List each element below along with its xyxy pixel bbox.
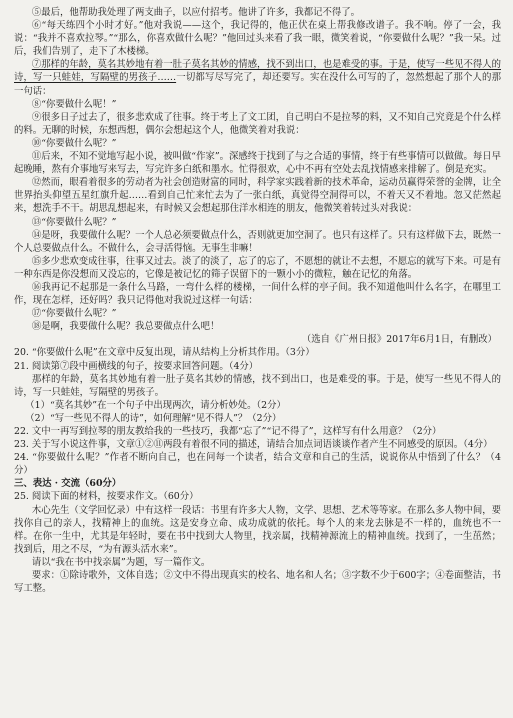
- paragraph-5: ⑤最后，他帮助我处理了两支曲子，以应付招考。他讲了许多，我都记不得了。: [31, 7, 360, 18]
- question-25: 25. 阅读下面的材料，按要求作文。（60分）: [14, 491, 199, 503]
- paragraph-11: ⑪后来，不知不觉地写起小说，被叫做“作家”。深感终于找到了与之合适的事情，终于有些事情可以做做。每日早起晚睡，熬有介事地写来写去，写完许多白纸和墨水。忙得很欢，心中不再有空处去乱找情感来排解了。倒是充实。: [14, 151, 501, 176]
- paragraph-6: ⑥“每天练四个小时才好。”他对我说——这个，我记得的，他正伏在桌上帮我修改谱子。我不响。停了一会，我说：“我并不喜欢拉琴。”“那么，你喜欢做什么呢？”他回过头来看了我一眼，微笑着说，“你要做什么呢？”我一呆。过后，我们告别了，走下了木楼梯。: [14, 20, 501, 58]
- paragraph-18: ⑱是啊，我要做什么呢？我总要做点什么吧！: [31, 321, 220, 333]
- paragraph-10: ⑩“你要做什么呢？”: [31, 137, 117, 149]
- question-20: 20. “你要做什么呢”在文章中反复出现，请从结构上分析其作用。（3分）: [14, 347, 315, 359]
- underlined-sentence: ⑦那样的年龄，莫名其妙地有着一肚子莫名其妙的情感，找不到出口，也是难受的事。于是，使写一些见不得人的诗，写一只蛙娃，写隔壁的男孩子……: [14, 59, 501, 84]
- reading-passage: [14, 6, 501, 346]
- paragraph-7: [14, 58, 501, 97]
- source-citation: （选自《广州日报》2017年6月1日，有删改）: [301, 334, 497, 346]
- paragraph-15: ⑮多少悲欢变成往事，往事又过去。淡了的淡了，忘了的忘了，不愿想的就让不去想，不愿忘的就写下来。可是有一种东西是你没想而又没忘的，它像是被记忆的筛子误留下的一颗小小的微粒，触在记忆的角落。: [14, 255, 501, 280]
- question-21: 21. 阅读第⑦段中画横线的句子，按要求回答问题。（4分）: [14, 360, 259, 372]
- paragraph-14: ⑭是呀，我要做什么呢？一个人总必须要做点什么，否则就更加空洞了。也只有这样了。只有这样做下去，既然一个人总要做点什么。不做什么，会寻活得恼。无事生非嘛！: [14, 229, 501, 254]
- essay-prompt: 请以“我在书中找亲属”为题，写一篇作文。: [31, 556, 211, 568]
- paragraph-7-rest: 一切都写尽写完了，却还要写。实在没什么可写的了，忽然想起了那个人的那一句话：: [14, 72, 501, 97]
- paragraph-12: ⑫然而，眼看着很多的劳动者为社会创造财富的同时，科学家实践着新的技术革命，运动员赢得荣誉的金牌，让全世界抬头仰望五星红旗升起……看到自己忙来忙去为了一张白纸，真觉得空洞得可以，不着天又不着地。忽又茫然起来，想洗手不干。胡思乱想起来，有时候又会想起那住洋水相连的朋友，他微笑着转过头对我说：: [14, 177, 501, 215]
- question-21-1: （1）“莫名其妙”在一个句子中出现两次，请分析妙处。（2分）: [25, 399, 286, 411]
- essay-requirements: 要求：①除诗歌外，文体自选；②文中不得出现真实的校名、地名和人名；③字数不少于600字；④卷面整洁，书写工整。: [14, 570, 501, 595]
- section-expression: [14, 477, 501, 595]
- paragraph-16: ⑯我再记不起那是一条什么马路，一弯什么样的楼梯，一间什么样的亭子间。我不知道他叫什么名字，在哪里工作，现在怎样，还好吗？我只记得他对我说过这样一句话：: [14, 281, 501, 307]
- question-21-quote: 那样的年龄，莫名其妙地有着一肚子莫名其妙的情感，找不到出口，也是难受的事。于是，使写一些见不得人的诗，写一只蛙娃，写隔壁的男孩子。: [14, 373, 501, 398]
- question-23: 23. 关于写小说这件事，文章①②⑪两段有着很不同的描述，请结合加点词语谈谈作者产生不同感受的原因。（4分）: [14, 439, 493, 451]
- question-21-2: （2）“写一些见不得人的诗”，如何理解“见不得人”？（2分）: [25, 412, 282, 424]
- paragraph-8: ⑧“你要做什么呢！”: [31, 98, 117, 110]
- essay-material: 木心先生（文学回忆录）中有这样一段话：书里有许多大人物，文学、思想、艺术等等家。在那么多人物中间，要找你自己的亲人，找精神上的血统。这是安身立命、成功成就的依托。每个人的来龙去脉是不一样的，血统也不一样。在你一生中，尤其是年轻时，要在书中找到大人物里，找亲属，找精神源流上的精神血统。找到了，一生茁然；找到后，用之不尽，“为有源头活水来”。: [14, 504, 501, 555]
- question-22: 22. 文中一再写到拉琴的朋友教给我的一些技巧，我都“忘了”“记不得了”，这样写有什么用意？（2分）: [14, 426, 442, 437]
- question-24: 24. “你要做什么呢？”作者不断向自己，也在问每一个读者，结合文章和自己的生活，说说你从中悟到了什么？（4分）: [14, 452, 501, 477]
- paragraph-9: ⑨很多日子过去了，很多悲欢成了往事。终于考上了文工团，自己明白不是拉琴的料，又不知自己究竟是个什么样的料。无聊的时候，东想西想，偶尔会想起这个人，他微笑着对我说：: [14, 111, 501, 136]
- section-heading: 三、表达 · 交流（60分）: [14, 478, 122, 490]
- paragraph-13: ⑬“你要做什么呢？”: [31, 216, 117, 228]
- questions: [14, 346, 501, 477]
- paragraph-17: ⑰“你要做什么呢？”: [31, 308, 117, 320]
